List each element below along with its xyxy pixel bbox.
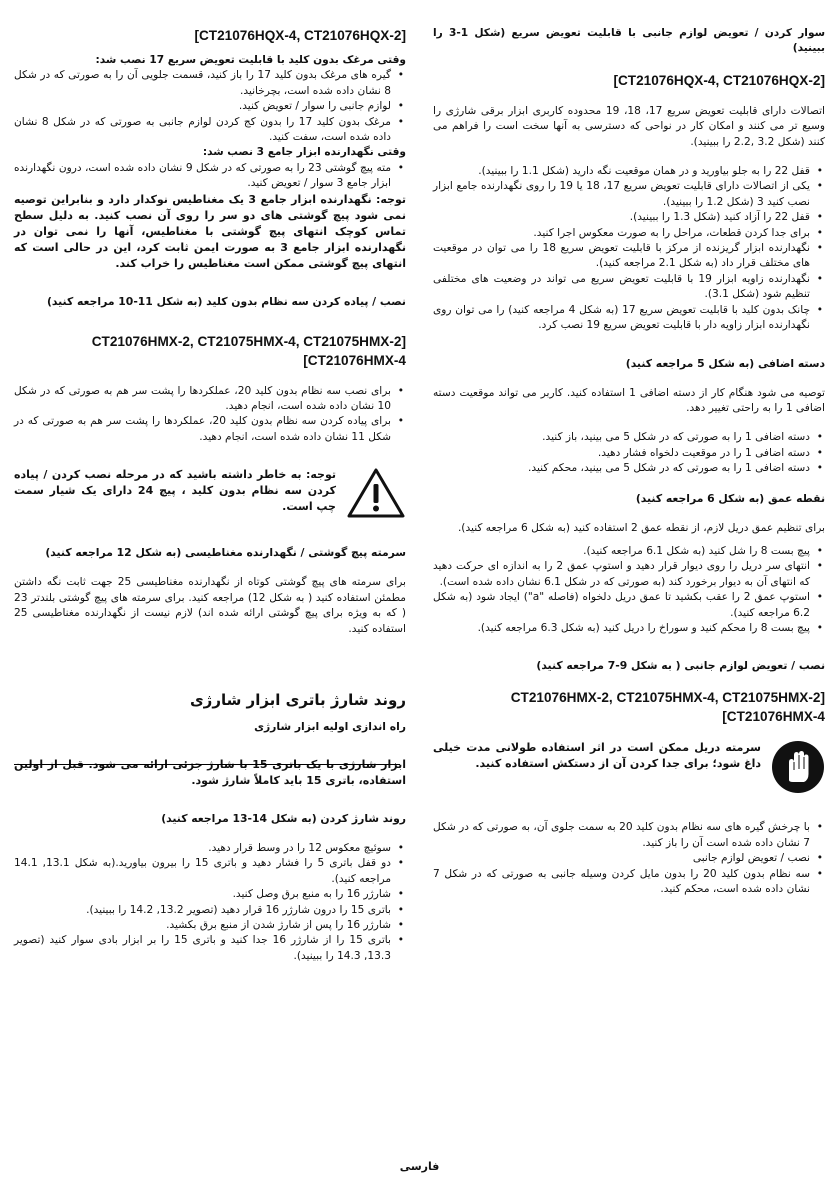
- right-column: [433, 26, 825, 897]
- list-item: • دسته اضافی 1 را در موقعیت دلخواه فشار دهید.: [433, 446, 825, 461]
- list-item: • چانک بدون کلید با قابلیت تعویض سریع 17 (به شکل 4 مراجعه کنید) را می توان روی نگهدارنده ابزار زاویه دار با قابلیت تعویض سریع 19 نصب کرد.: [433, 303, 825, 334]
- holder-note: توجه: نگهدارنده ابزار جامع 3 یک مغناطیس نوکدار دارد و بنابراین توصیه نمی شود پیچ گوشتی های دو سر را روی آن نصب کنید. به دلیل سطح تماس کوچک انتهای پیچ گوشتی با مغناطیس، آنها را نمی توان در نگهدارنده ابزار جامع 3 به صورت ایمن ثابت کرد، این در حالی است که انتهای پیچ گوشتی ممکن است مغناطیس را خراب کند.: [14, 192, 406, 270]
- list-item: • برای پیاده کردن سه نظام بدون کلید 20، عملکردها را پشت سر هم به صورتی که در شکل 11 نشان داده شده است، انجام دهید.: [14, 414, 406, 445]
- charging-list: [14, 841, 406, 964]
- handle-heading: دسته اضافی (به شکل 5 مراجعه کنید): [625, 356, 825, 370]
- list-item: • پیچ بست 8 را شل کنید (به شکل 6.1 مراجعه کنید).: [433, 544, 825, 559]
- list-item: • قفل 22 را به جلو بیاورید و در همان موقعیت نگه دارید (شکل 1.1 را ببینید).: [433, 164, 825, 179]
- glove-warning: [433, 740, 825, 798]
- list-item: • پیچ بست 8 را محکم کنید و سوراخ را دریل کنید (به شکل 6.3 مراجعه کنید).: [433, 621, 825, 636]
- chuck-mount-list: [14, 384, 406, 446]
- list-item: • لوازم جانبی را سوار / تعویض کنید.: [14, 99, 406, 114]
- intro-heading: سوار کردن / تعویض لوازم جانبی با قابلیت تعویض سریع (شکل 1-3 را ببینید): [433, 27, 825, 55]
- depth-list: [433, 544, 825, 636]
- charging-process-heading: روند شارژ کردن (به شکل 14-13 مراجعه کنید): [161, 811, 406, 825]
- page-footer-language: فارسی: [399, 1160, 440, 1173]
- charging-heading: روند شارژ باتری ابزار شارژی: [189, 690, 406, 709]
- list-item: • شارژر 16 را به منبع برق وصل کنید.: [14, 887, 406, 902]
- list-item: • یکی از اتصالات دارای قابلیت تعویض سریع 17، 18 یا 19 را روی نگهدارنده جامع ابزار نصب کنید 3 (شکل 1.2 را ببینید).: [433, 179, 825, 210]
- chuck-installed-subheading: وقتی مرغک بدون کلید با قابلیت تعویض سریع 17 نصب شد:: [95, 54, 406, 66]
- list-item: • برای نصب سه نظام بدون کلید 20، عملکردها را پشت سر هم به صورتی که در شکل 10 نشان داده شده است، انجام دهید.: [14, 384, 406, 415]
- list-item: • نصب / تعویض لوازم جانبی: [433, 851, 825, 866]
- list-item: • سه نظام بدون کلید 20 را بدون مایل کردن وسیله جانبی به صورتی که در شکل 7 نشان داده شده است، محکم کنید.: [433, 867, 825, 898]
- initial-setup-paragraph: ابزار شارژی با یک باتری 15 با شارژ جزئی ارائه می شود. قبل از اولین استفاده، باتری 15 باید کاملاً شارژ شود.: [14, 757, 406, 787]
- quick-change-paragraph: اتصالات دارای قابلیت تعویض سریع 17، 18، 19 محدوده کاربری ابزار برقی شارژی را وسیع تر می کنند و امکان کار در نواحی که دسترسی به آنها سخت است را فراهم می کنند (شکل 3.2 ,2.2 را ببینید).: [433, 104, 825, 148]
- list-item: • نگهدارنده زاویه ابزار 19 با قابلیت تعویض سریع می تواند در وضعیت های مختلفی تنظیم شود (شکل 3.1).: [433, 272, 825, 303]
- list-item: • مرغک بدون کلید 17 را بدون کج کردن لوازم جانبی به صورتی که در شکل 8 نشان داده شده است، سفت کنید.: [14, 115, 406, 146]
- holder-installed-subheading: وقتی نگهدارنده ابزار جامع 3 نصب شد:: [202, 146, 406, 159]
- depth-heading: نقطه عمق (به شکل 6 مراجعه کنید): [635, 491, 825, 505]
- list-item: • دو قفل باتری 5 را فشار دهید و باتری 15 را بیرون بیاورید.(به شکل 13.1, 14.1 مراجعه کنید).: [14, 856, 406, 887]
- list-item: • دسته اضافی 1 را به صورتی که در شکل 5 می بینید، محکم کنید.: [433, 461, 825, 476]
- holder-list: [14, 161, 406, 192]
- list-item: • گیره های مرغک بدون کلید 17 را باز کنید، قسمت جلویی آن را به صورتی که در شکل 8 نشان داده شده است، بچرخانید.: [14, 68, 406, 99]
- list-item: • شارژر 16 را پس از شارژ شدن از منبع برق بکشید.: [14, 918, 406, 933]
- glove-warning-text: سرمته دریل ممکن است در اثر استفاده طولانی مدت خیلی داغ شود؛ برای جدا کردن آن از دستکش استفاده کنید.: [433, 741, 761, 771]
- list-item: • سوئیچ معکوس 12 را در وسط قرار دهید.: [14, 841, 406, 856]
- list-item: • نگهدارنده ابزار گریزنده از مرکز با قابلیت تعویض سریع 18 را می توان در موقعیت های مختلف قرار داد (به شکل 2.1 مراجعه کنید).: [433, 241, 825, 272]
- list-item: • با چرخش گیره های سه نظام بدون کلید 20 به سمت جلوی آن، به صورتی که در شکل 7 نشان داده شده است آن را باز کنید.: [433, 820, 825, 851]
- bit-holder-heading: سرمته پیچ گوشتی / نگهدارنده مغناطیسی (به شکل 12 مراجعه کنید): [45, 546, 406, 560]
- chuck-list: [14, 68, 406, 145]
- model-heading-hqx-left: [CT21076HQX-4, CT21076HQX-2]: [194, 28, 406, 43]
- left-column: [14, 26, 406, 964]
- quick-change-list: [433, 164, 825, 333]
- list-item: • برای جدا کردن قطعات، مراحل را به صورت معکوس اجرا کنید.: [433, 226, 825, 241]
- list-item: • مته پیچ گوشتی 23 را به صورتی که در شکل 9 نشان داده شده است، درون نگهدارنده ابزار جامع 3 سوار / تعویض کنید.: [14, 161, 406, 192]
- handle-list: [433, 430, 825, 476]
- list-item: • باتری 15 را از شارژر 16 جدا کنید و باتری 15 را بر ابزار بادی سوار کنید (تصویر 13.3, 14.3 را ببینید).: [14, 933, 406, 964]
- model-heading-hmx-left: CT21076HMX-2, CT21075HMX-4, CT21075HMX-2] [CT21076HMX-4: [91, 333, 406, 368]
- list-item: • استوپ عمق 2 را عقب بکشید تا عمق دریل دلخواه (فاصله "a") ایجاد شود (به شکل 6.2 مراجعه کنید).: [433, 590, 825, 621]
- handle-paragraph: توصیه می شود هنگام کار از دسته اضافی 1 استفاده کنید. کاربر می تواند موقعیت دسته اضافی 1 را به راحتی تغییر دهد.: [433, 386, 825, 414]
- initial-setup-heading: راه اندازی اولیه ابزار شارژی: [254, 719, 406, 733]
- glove-icon: [771, 740, 825, 798]
- warning-triangle-icon: [346, 467, 406, 523]
- list-item: • قفل 22 را آزاد کنید (شکل 1.3 را ببینید).: [433, 210, 825, 225]
- model-heading-hqx: [CT21076HQX-4, CT21076HQX-2]: [613, 72, 825, 88]
- caution-text: توجه: به خاطر داشته باشید که در مرحله نصب کردن / پیاده کردن سه نظام بدون کلید ، پیچ 24 دارای یک شیار سمت چپ است.: [14, 468, 337, 514]
- chuck-mount-heading: نصب / پیاده کردن سه نظام بدون کلید (به شکل 11-10 مراجعه کنید): [46, 294, 406, 308]
- list-item: • انتهای سر دریل را روی دیوار قرار دهید و استوپ عمق 2 را به اندازه ای حرکت دهید که انتهای آن به دیوار برخورد کند (به صورتی که در شکل 6.1 نشان داده شده است).: [433, 559, 825, 590]
- list-item: • دسته اضافی 1 را به صورتی که در شکل 5 می بینید، باز کنید.: [433, 430, 825, 445]
- depth-paragraph: برای تنظیم عمق دریل لازم، از نقطه عمق 2 استفاده کنید (به شکل 6 مراجعه کنید).: [457, 521, 825, 534]
- accessory-list: [433, 820, 825, 897]
- list-item: • باتری 15 را درون شارژر 16 قرار دهید (تصویر 13.2, 14.2 را ببینید).: [14, 903, 406, 918]
- accessory-heading: نصب / تعویض لوازم جانبی ( به شکل 9-7 مراجعه کنید): [536, 659, 825, 673]
- section-divider: [14, 764, 400, 765]
- bit-holder-paragraph: برای سرمته های پیچ گوشتی کوتاه از نگهدارنده مغناطیسی 25 جهت ثابت نگه داشتن مطمئن استفاده کنید ( به شکل 12) مراجعه کنید. برای سرمته های پیچ گوشتی بلندتر 23 ( که به ویژه برای پیچ گوشتی ارائه شده اند) لازم نیست از نگهدارنده مغناطیسی 25 استفاده کنید.: [14, 576, 407, 635]
- caution-note: [14, 467, 406, 523]
- model-heading-hmx: CT21076HMX-2, CT21075HMX-4, CT21075HMX-2] [CT21076HMX-4: [510, 690, 825, 725]
